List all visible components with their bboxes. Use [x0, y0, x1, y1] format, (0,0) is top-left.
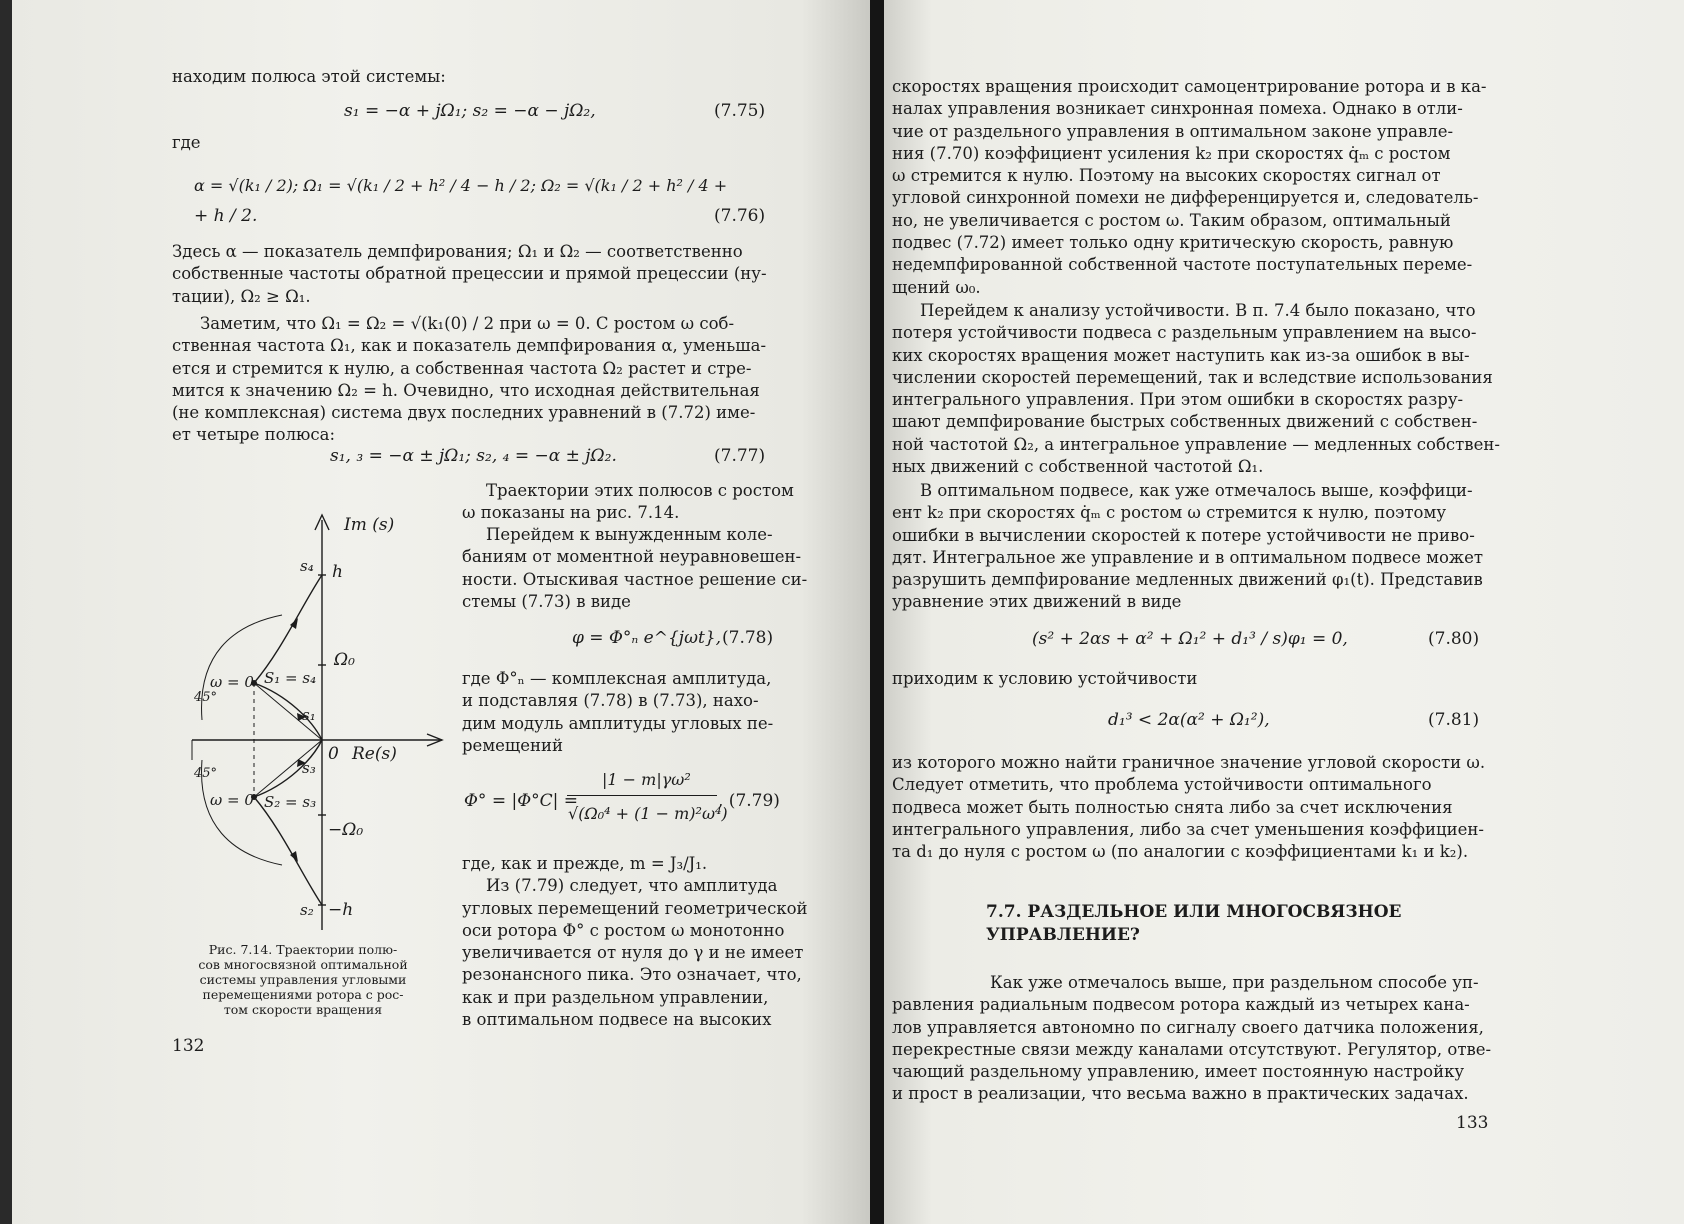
equation-7-76-line1: α = √(k₁ / 2); Ω₁ = √(k₁ / 2 + h² / 4 − h / 2; Ω₂ = √(k₁ / 2 + h² / 4 + [194, 176, 728, 195]
neg-omega0-label: −Ω₀ [328, 820, 364, 840]
text-line: потеря устойчивости подвеса с раздельным управлением на высо- [892, 323, 1477, 343]
text-line: баниям от моментной неуравновешен- [462, 547, 802, 567]
paragraph-boundary [892, 752, 1488, 863]
figure-caption [172, 942, 434, 1017]
text-line: Перейдем к анализу устойчивости. В п. 7.4 было показано, что [920, 301, 1476, 320]
text-line: В оптимальном подвесе, как уже отмечалось выше, коэффици- [920, 481, 1473, 500]
paragraph-stability [892, 300, 1500, 478]
text-line: ошибки в вычислении скоростей к потере устойчивости не приво- [892, 525, 1475, 545]
equation-7-79-denominator: √(Ω₀⁴ + (1 − m)²ω⁴) [568, 804, 728, 823]
column-text-forced [462, 524, 808, 613]
caption-line: том скорости вращения [223, 1002, 383, 1017]
paragraph-self-centering [892, 76, 1488, 299]
text-line: интегрального управления, либо за счет уменьшения коэффициен- [892, 819, 1484, 839]
text-line: налах управления возникает синхронная помеха. Однако в отли- [892, 99, 1463, 119]
column-text-conclusion [462, 853, 808, 1031]
equation-number-7-81: (7.81) [1428, 710, 1480, 730]
text-line: ких скоростях вращения может наступить как из-за ошибок в вы- [892, 345, 1470, 365]
trajectory-s2 [254, 797, 322, 905]
equation-number-7-75: (7.75) [714, 101, 766, 121]
paragraph-damping [172, 241, 770, 308]
text-line: чающий раздельному управлению, имеет постоянную настройку [892, 1062, 1465, 1082]
text-line: щений ω₀. [892, 277, 981, 297]
s2-label: s₂ [300, 901, 314, 919]
text-line: скоростях вращения происходит самоцентрирование ротора и в ка- [892, 77, 1487, 96]
text-line: разрушить демпфирование медленных движений φ₁(t). Представив [892, 570, 1483, 590]
text-line: тации), Ω₂ ≥ Ω₁. [172, 286, 311, 306]
text-line: и прост в реализации, что весьма важно в практических задачах. [892, 1084, 1469, 1104]
equation-number-7-78: (7.78) [722, 628, 774, 648]
s3-label: s₃ [302, 759, 316, 777]
neg-h-label: −h [328, 900, 354, 920]
text-line: шают демпфирование быстрых собственных движений с собствен- [892, 412, 1478, 432]
column-text-amplitude [462, 668, 772, 757]
heading-line: 7.7. РАЗДЕЛЬНОЕ ИЛИ МНОГОСВЯЗНОЕ [986, 902, 1402, 922]
text-line: в оптимальном подвесе на высоких [462, 1010, 772, 1030]
s1-label: s₁ [302, 706, 316, 724]
paragraph-remark [172, 313, 770, 447]
text-line: чие от раздельного управления в оптимальном законе управле- [892, 121, 1454, 141]
equation-number-7-79: , (7.79) [718, 791, 780, 811]
im-axis-label: Im (s) [344, 515, 395, 535]
text-line: числении скоростей перемещений, так и вследствие использования [892, 367, 1493, 387]
text-line: подвес (7.72) имеет только одну критическую скорость, равную [892, 233, 1454, 253]
trajectory-s4 [254, 575, 322, 683]
text-line: Следует отметить, что проблема устойчивости оптимального [892, 775, 1432, 795]
text-line: Перейдем к вынужденным коле- [486, 525, 773, 544]
fraction-bar [567, 795, 717, 796]
omega-zero-bottom-label: ω = 0 [210, 791, 254, 809]
text-line: где, как и прежде, m = J₃/J₁. [462, 854, 708, 873]
text-line: ет четыре полюса: [172, 425, 336, 445]
text-line: та d₁ до нуля с ростом ω (по аналогии с коэффициентами k₁ и k₂). [892, 842, 1469, 862]
re-axis-label: Re(s) [352, 744, 397, 764]
text-line: но, не увеличивается с ростом ω. Таким образом, оптимальный [892, 210, 1451, 230]
equation-number-7-77: (7.77) [714, 446, 766, 466]
text-line: ремещений [462, 735, 564, 755]
text-line: оси ротора Φ° с ростом ω монотонно [462, 920, 785, 940]
text-line: Траектории этих полюсов с ростом [486, 481, 794, 500]
text-line: как и при раздельном управлении, [462, 987, 769, 1007]
right-page [884, 0, 1684, 1224]
caption-line: Рис. 7.14. Траектории полю- [208, 942, 398, 957]
text-line: лов управляется автономно по сигналу своего датчика положения, [892, 1017, 1484, 1037]
equation-7-77: s₁, ₃ = −α ± jΩ₁; s₂, ₄ = −α ± jΩ₂. [330, 446, 617, 466]
section-heading [986, 901, 1401, 947]
intro-text: находим полюса этой системы: [172, 67, 446, 86]
equation-number-7-80: (7.80) [1428, 629, 1480, 649]
equation-7-80: (s² + 2αs + α² + Ω₁² + d₁³ / s)φ₁ = 0, [1032, 629, 1348, 649]
omega-zero-top-label: ω = 0 [210, 673, 254, 691]
text-line: Из (7.79) следует, что амплитуда [486, 876, 778, 896]
text-line: из которого можно найти граничное значение угловой скорости ω. [892, 753, 1486, 772]
text-line: интегрального управления. При этом ошибки в скоростях разру- [892, 390, 1464, 410]
text-line: ной частотой Ω₂, а интегральное управление — медленных собствен- [892, 434, 1500, 454]
stability-condition-text: приходим к условию устойчивости [892, 669, 1198, 688]
text-line: Как уже отмечалось выше, при раздельном способе уп- [990, 973, 1479, 992]
text-line: подвеса может быть полностью снята либо за счет исключения [892, 797, 1453, 817]
paragraph-separate-control [892, 972, 1492, 1106]
s2-eq-s3-label: S₂ = s₃ [264, 793, 317, 811]
paragraph-optimal-suspension [892, 480, 1488, 614]
text-line: резонансного пика. Это означает, что, [462, 965, 802, 985]
angle-bottom-label: 45° [194, 766, 218, 781]
h-label: h [332, 562, 343, 582]
text-line: дим модуль амплитуды угловых пе- [462, 713, 774, 733]
text-line: недемпфированной собственной частоте поступательных переме- [892, 255, 1473, 275]
text-line: дят. Интегральное же управление и в оптимальном подвесе может [892, 547, 1483, 567]
text-line: Заметим, что Ω₁ = Ω₂ = √(k₁(0) / 2 при ω = 0. С ростом ω соб- [200, 314, 735, 333]
text-line: ω показаны на рис. 7.14. [462, 503, 680, 523]
text-line: (не комплексная) система двух последних уравнений в (7.72) име- [172, 403, 756, 423]
text-line: угловых перемещений геометрической [462, 898, 808, 918]
figure-pole-trajectories [172, 505, 452, 935]
text-line: ется и стремится к нулю, а собственная частота Ω₂ растет и стре- [172, 358, 752, 378]
left-page [12, 0, 870, 1224]
equation-7-75: s₁ = −α + jΩ₁; s₂ = −α − jΩ₂, [344, 101, 596, 121]
caption-line: сов многосвязной оптимальной [198, 957, 408, 972]
text-line: собственные частоты обратной прецессии и прямой прецессии (ну- [172, 264, 767, 284]
equation-number-7-76: (7.76) [714, 206, 766, 226]
text-line: ных движений с собственной частотой Ω₁. [892, 457, 1264, 477]
text-line: угловой синхронной помехи не дифференцируется и, следователь- [892, 188, 1479, 208]
page-number-right: 133 [1456, 1113, 1489, 1133]
text-line: и подставляя (7.78) в (7.73), нахо- [462, 691, 759, 711]
equation-7-81: d₁³ < 2α(α² + Ω₁²), [1108, 710, 1270, 730]
text-line: ности. Отыскивая частное решение си- [462, 569, 808, 589]
s4-label: s₄ [300, 557, 314, 575]
text-line: ω стремится к нулю. Поэтому на высоких скоростях сигнал от [892, 166, 1441, 186]
text-line: ния (7.70) коэффициент усиления k₂ при скоростях q̇ₘ с ростом [892, 143, 1451, 163]
text-line: мится к значению Ω₂ = h. Очевидно, что исходная действительная [172, 380, 760, 400]
text-line: Здесь α — показатель демпфирования; Ω₁ и Ω₂ — соответственно [172, 242, 743, 261]
equation-7-79-lhs: Φ° = |Φ°C| = [464, 791, 579, 811]
s1-eq-s4-label: S₁ = s₄ [264, 669, 317, 687]
text-line: перекрестные связи между каналами отсутствуют. Регулятор, отве- [892, 1039, 1492, 1059]
column-text-trajectories [462, 480, 794, 525]
text-line: где Φ°ₙ — комплексная амплитуда, [462, 669, 772, 688]
text-line: стемы (7.73) в виде [462, 591, 631, 611]
equation-7-76-line2: + h / 2. [194, 206, 258, 226]
caption-line: системы управления угловыми [199, 972, 407, 987]
page-number-left: 132 [172, 1036, 205, 1056]
text-line: ент k₂ при скоростях q̇ₘ с ростом ω стремится к нулю, поэтому [892, 503, 1447, 523]
omega0-label: Ω₀ [334, 650, 355, 670]
angle-top-label: 45° [194, 690, 218, 705]
heading-line: УПРАВЛЕНИЕ? [986, 925, 1140, 945]
origin-label: 0 [328, 744, 339, 764]
text-line: уравнение этих движений в виде [892, 592, 1182, 612]
text-line: ственная частота Ω₁, как и показатель демпфирования α, уменьша- [172, 336, 767, 356]
equation-7-79-numerator: |1 − m|γω² [602, 770, 691, 789]
text-line: равления радиальным подвесом ротора каждый из четырех кана- [892, 995, 1470, 1015]
caption-line: перемещениями ротора с рос- [202, 987, 404, 1002]
where-text: где [172, 133, 201, 152]
equation-7-78: φ = Φ°ₙ e^{jωt}, [572, 628, 721, 648]
text-line: увеличивается от нуля до γ и не имеет [462, 943, 804, 963]
